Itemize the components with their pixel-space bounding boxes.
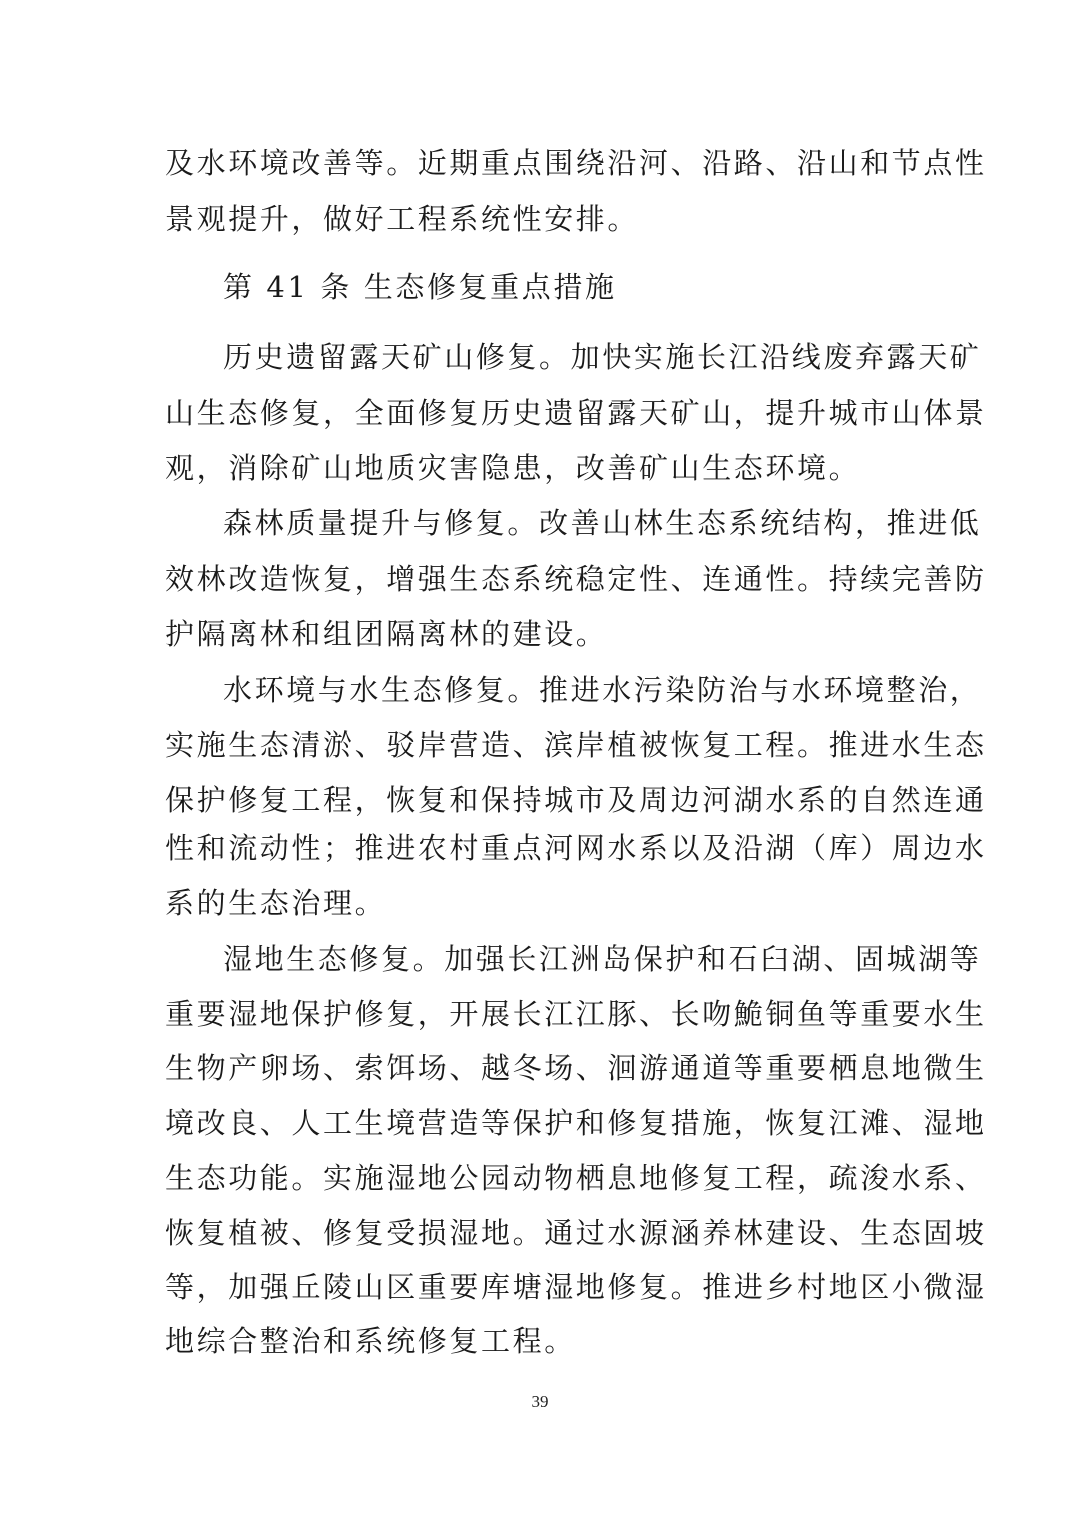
text-line: 系的生态治理。 (165, 886, 387, 920)
text-line: 护隔离林和组团隔离林的建设。 (165, 617, 608, 651)
paragraph-first-line: 森林质量提升与修复。改善山林生态系统结构，推进低 (223, 506, 982, 540)
text-line: 重要湿地保护修复，开展长江江豚、长吻鮠铜鱼等重要水生 (165, 997, 987, 1031)
text-line: 恢复植被、修复受损湿地。通过水源涵养林建设、生态固坡 (165, 1216, 987, 1250)
text-line: 境改良、人工生境营造等保护和修复措施，恢复江滩、湿地 (165, 1106, 987, 1140)
text-line: 性和流动性；推进农村重点河网水系以及沿湖（库）周边水 (165, 831, 987, 865)
paragraph-first-line: 水环境与水生态修复。推进水污染防治与水环境整治， (223, 673, 982, 707)
text-line: 地综合整治和系统修复工程。 (165, 1324, 576, 1358)
text-line: 生物产卵场、索饵场、越冬场、洄游通道等重要栖息地微生 (165, 1051, 987, 1085)
article-heading: 第 41 条 生态修复重点措施 (223, 270, 617, 304)
paragraph-first-line: 湿地生态修复。加强长江洲岛保护和石臼湖、固城湖等 (223, 942, 982, 976)
text-line: 山生态修复，全面修复历史遗留露天矿山，提升城市山体景 (165, 396, 987, 430)
text-line: 观，消除矿山地质灾害隐患，改善矿山生态环境。 (165, 451, 861, 485)
text-line: 景观提升，做好工程系统性安排。 (165, 202, 640, 236)
text-line: 实施生态清淤、驳岸营造、滨岸植被恢复工程。推进水生态 (165, 728, 987, 762)
page-number: 39 (531, 1392, 549, 1411)
text-line: 生态功能。实施湿地公园动物栖息地修复工程，疏浚水系、 (165, 1161, 987, 1195)
text-line: 效林改造恢复，增强生态系统稳定性、连通性。持续完善防 (165, 562, 987, 596)
text-line: 保护修复工程，恢复和保持城市及周边河湖水系的自然连通 (165, 783, 987, 817)
paragraph-first-line: 历史遗留露天矿山修复。加快实施长江沿线废弃露天矿 (223, 340, 982, 374)
text-line: 等，加强丘陵山区重要库塘湿地修复。推进乡村地区小微湿 (165, 1270, 987, 1304)
text-line: 及水环境改善等。近期重点围绕沿河、沿路、沿山和节点性 (165, 146, 987, 180)
